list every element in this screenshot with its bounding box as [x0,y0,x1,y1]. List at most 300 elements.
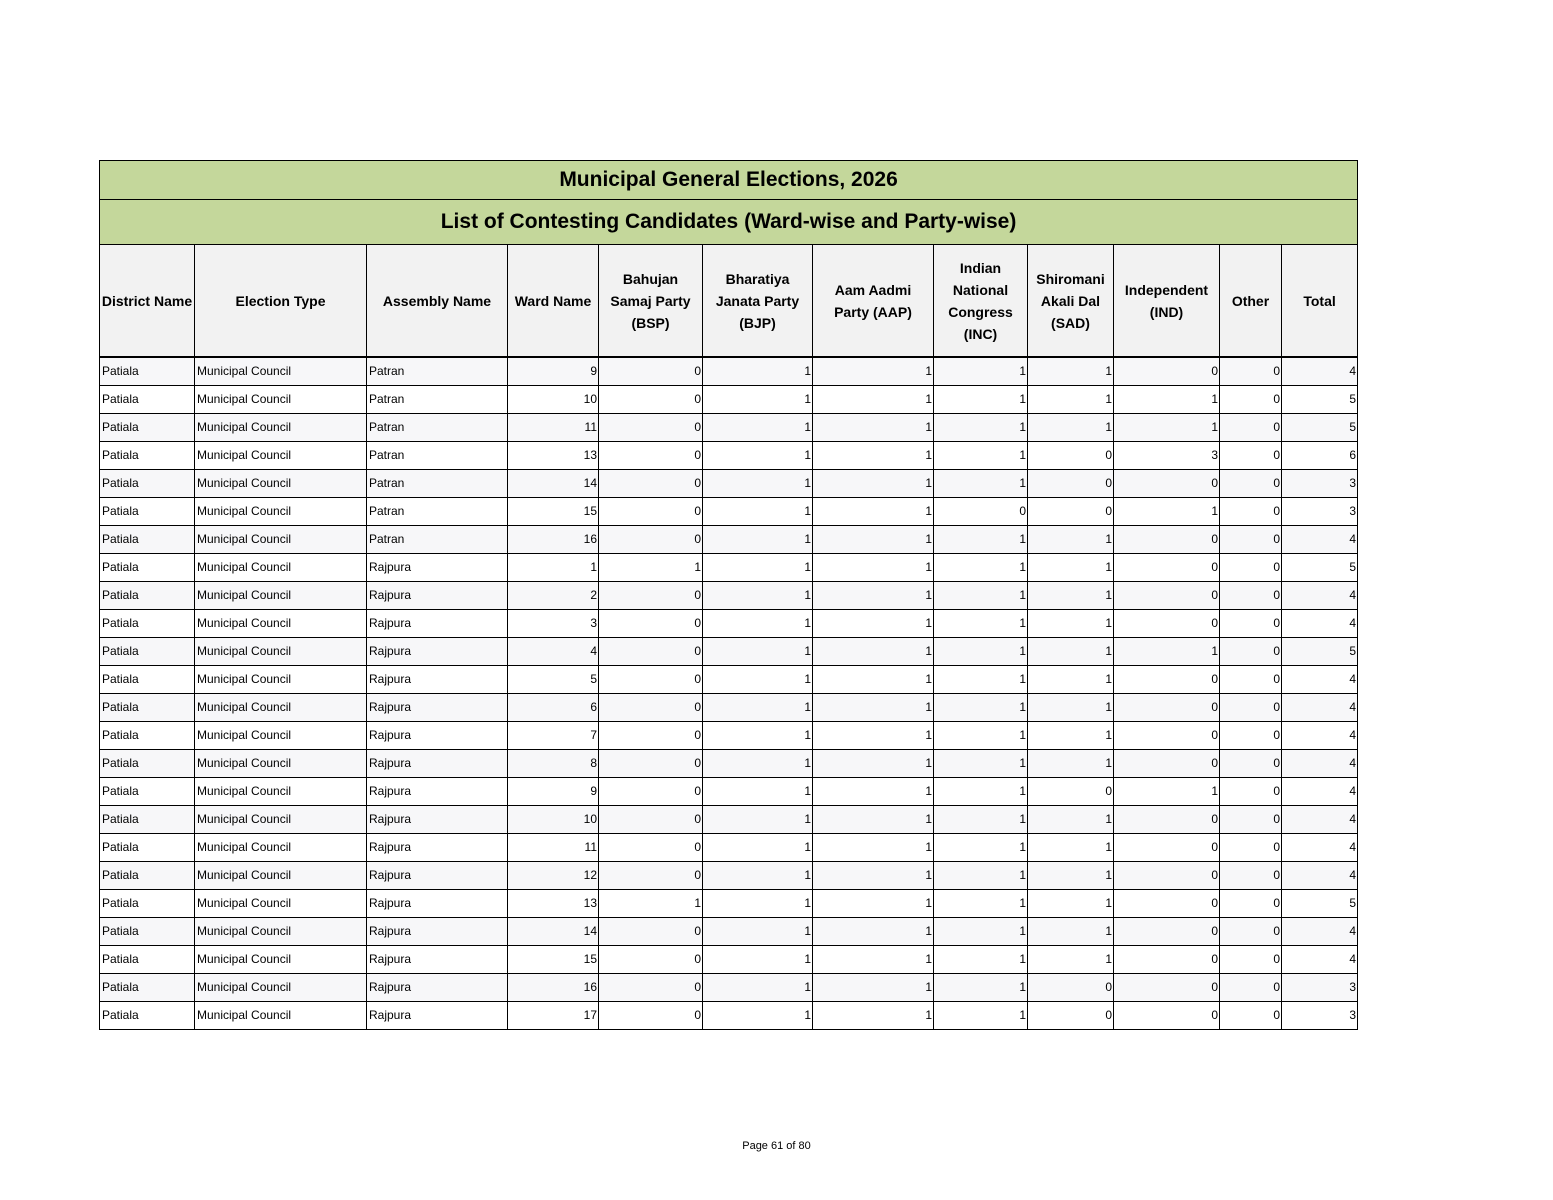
table-cell: 0 [1220,918,1282,946]
table-cell: 1 [813,946,934,974]
table-cell: 1 [1114,638,1220,666]
table-cell: 0 [1028,498,1114,526]
table-cell: Rajpura [367,862,508,890]
table-cell: 1 [934,1002,1028,1030]
table-cell: 0 [1220,1002,1282,1030]
table-cell: 0 [1220,890,1282,918]
table-cell: 0 [599,526,703,554]
table-cell: Patiala [100,357,195,386]
table-row [100,1002,1358,1030]
table-cell: Rajpura [367,554,508,582]
table-cell: 3 [1282,1002,1358,1030]
table-cell: 0 [1220,610,1282,638]
table-cell: 0 [1220,974,1282,1002]
table-cell: Municipal Council [195,974,367,1002]
table-row [100,414,1358,442]
table-cell: 1 [1028,526,1114,554]
table-cell: Municipal Council [195,386,367,414]
table-row [100,442,1358,470]
table-cell: 5 [1282,554,1358,582]
table-cell: 5 [508,666,599,694]
table-cell: 1 [703,442,813,470]
table-cell: Patiala [100,1002,195,1030]
table-cell: 0 [599,386,703,414]
table-cell: 0 [1114,890,1220,918]
table-cell: Rajpura [367,610,508,638]
table-cell: Patiala [100,834,195,862]
table-cell: 1 [934,582,1028,610]
table-cell: 1 [1028,582,1114,610]
table-cell: 13 [508,442,599,470]
table-cell: 0 [1220,526,1282,554]
table-cell: Municipal Council [195,638,367,666]
candidates-table [99,160,1358,1030]
col-header-other: Other [1220,245,1282,358]
table-cell: 17 [508,1002,599,1030]
table-cell: Patiala [100,386,195,414]
table-row [100,357,1358,386]
table-cell: 4 [1282,722,1358,750]
table-cell: 1 [813,470,934,498]
table-cell: 1 [813,834,934,862]
table-cell: 0 [1114,722,1220,750]
table-cell: 1 [934,918,1028,946]
table-cell: 1 [934,722,1028,750]
table-cell: Patiala [100,442,195,470]
table-cell: 1 [813,414,934,442]
table-cell: 4 [1282,610,1358,638]
table-cell: 1 [813,974,934,1002]
table-cell: Municipal Council [195,498,367,526]
table-cell: 0 [1220,498,1282,526]
table-cell: 0 [1114,862,1220,890]
table-cell: 1 [934,526,1028,554]
col-header-bjp: Bharatiya Janata Party (BJP) [703,245,813,358]
table-cell: 0 [599,722,703,750]
title-row [100,161,1358,200]
table-cell: Patiala [100,750,195,778]
table-row [100,582,1358,610]
table-cell: 1 [934,946,1028,974]
table-cell: 1 [934,414,1028,442]
table-cell: 1 [934,442,1028,470]
table-cell: 1 [1114,414,1220,442]
table-cell: Municipal Council [195,946,367,974]
table-cell: 1 [703,610,813,638]
col-header-total: Total [1282,245,1358,358]
table-cell: 0 [1114,554,1220,582]
table-cell: 1 [703,582,813,610]
table-cell: 1 [813,778,934,806]
table-row [100,386,1358,414]
table-cell: 1 [703,1002,813,1030]
table-cell: 0 [934,498,1028,526]
table-cell: 0 [1220,357,1282,386]
table-cell: 0 [1114,1002,1220,1030]
table-cell: 0 [1220,834,1282,862]
table-cell: 1 [703,470,813,498]
table-cell: 1 [703,806,813,834]
table-row [100,890,1358,918]
table-cell: Patiala [100,470,195,498]
table-cell: 3 [1282,498,1358,526]
table-cell: Rajpura [367,974,508,1002]
table-cell: Patiala [100,498,195,526]
table-cell: Rajpura [367,666,508,694]
table-cell: 4 [1282,694,1358,722]
table-cell: 1 [703,694,813,722]
table-cell: 1 [934,694,1028,722]
table-subtitle: List of Contesting Candidates (Ward-wise and Party-wise) [100,200,1358,245]
table-cell: Patiala [100,526,195,554]
table-cell: 4 [1282,750,1358,778]
table-cell: 0 [1220,750,1282,778]
table-cell: 0 [1114,806,1220,834]
table-row [100,862,1358,890]
table-title: Municipal General Elections, 2026 [100,161,1358,200]
table-cell: 1 [813,442,934,470]
table-cell: 4 [1282,582,1358,610]
table-cell: 1 [1114,778,1220,806]
table-cell: 1 [1028,890,1114,918]
table-row [100,750,1358,778]
table-cell: 6 [508,694,599,722]
table-cell: Patiala [100,806,195,834]
table-cell: 1 [703,722,813,750]
table-cell: 0 [1114,470,1220,498]
table-cell: 1 [934,666,1028,694]
table-cell: 1 [813,806,934,834]
table-row [100,694,1358,722]
table-cell: 1 [813,918,934,946]
table-cell: 1 [813,666,934,694]
table-cell: 0 [599,666,703,694]
table-cell: 7 [508,722,599,750]
table-row [100,918,1358,946]
table-cell: 1 [813,610,934,638]
table-cell: 4 [1282,526,1358,554]
table-cell: 4 [1282,806,1358,834]
table-cell: Municipal Council [195,357,367,386]
table-cell: 1 [703,750,813,778]
table-row [100,834,1358,862]
table-cell: Patran [367,498,508,526]
table-cell: 1 [703,638,813,666]
table-cell: 0 [1028,1002,1114,1030]
table-cell: 1 [1028,806,1114,834]
table-cell: 1 [599,554,703,582]
table-cell: Patiala [100,610,195,638]
table-cell: 1 [813,386,934,414]
table-cell: 5 [1282,890,1358,918]
header-row [100,245,1358,358]
table-cell: 1 [813,582,934,610]
col-header-ind: Independent (IND) [1114,245,1220,358]
table-cell: 1 [934,806,1028,834]
table-cell: 0 [1114,694,1220,722]
table-cell: 0 [599,470,703,498]
table-cell: 0 [1220,386,1282,414]
table-cell: 1 [813,1002,934,1030]
table-cell: 9 [508,778,599,806]
table-cell: 5 [1282,638,1358,666]
subtitle-row [100,200,1358,245]
table-cell: Municipal Council [195,862,367,890]
table-cell: 4 [1282,666,1358,694]
table-cell: 1 [703,386,813,414]
table-cell: 1 [934,638,1028,666]
table-cell: 0 [1220,554,1282,582]
table-cell: Patiala [100,722,195,750]
table-cell: 0 [1114,974,1220,1002]
table-cell: 4 [1282,862,1358,890]
table-cell: Patiala [100,638,195,666]
col-header-bsp: Bahujan Samaj Party (BSP) [599,245,703,358]
table-cell: 8 [508,750,599,778]
table-cell: 0 [1220,638,1282,666]
table-row [100,638,1358,666]
table-cell: 1 [703,414,813,442]
table-cell: 1 [813,722,934,750]
table-cell: 1 [703,526,813,554]
table-cell: 14 [508,918,599,946]
col-header-district: District Name [100,245,195,358]
table-cell: 0 [1028,470,1114,498]
table-cell: 3 [1114,442,1220,470]
table-cell: 1 [1114,498,1220,526]
table-cell: Patiala [100,918,195,946]
table-cell: 0 [1114,357,1220,386]
table-cell: 0 [1220,414,1282,442]
table-cell: 1 [1028,386,1114,414]
table-cell: 3 [1282,470,1358,498]
table-cell: Municipal Council [195,1002,367,1030]
table-cell: 1 [1028,414,1114,442]
table-cell: Municipal Council [195,834,367,862]
table-cell: Patiala [100,974,195,1002]
table-cell: 1 [934,974,1028,1002]
table-cell: Municipal Council [195,414,367,442]
table-cell: 1 [934,834,1028,862]
table-cell: Municipal Council [195,778,367,806]
table-cell: 1 [813,357,934,386]
table-cell: 13 [508,890,599,918]
table-cell: 0 [1220,442,1282,470]
table-cell: Patiala [100,890,195,918]
table-cell: Municipal Council [195,582,367,610]
table-cell: 1 [1028,862,1114,890]
table-cell: 1 [1028,610,1114,638]
table-cell: 4 [1282,918,1358,946]
table-cell: 0 [599,834,703,862]
table-cell: 1 [703,974,813,1002]
table-cell: Patran [367,526,508,554]
table-cell: 16 [508,526,599,554]
table-cell: 1 [813,638,934,666]
table-cell: 1 [1028,554,1114,582]
table-cell: 0 [599,638,703,666]
table-cell: 1 [934,778,1028,806]
table-cell: 1 [934,386,1028,414]
table-cell: 0 [1114,610,1220,638]
table-cell: 1 [813,498,934,526]
table-cell: Rajpura [367,638,508,666]
table-cell: 0 [599,357,703,386]
table-cell: 3 [508,610,599,638]
table-cell: 1 [703,862,813,890]
table-cell: Rajpura [367,834,508,862]
table-cell: Municipal Council [195,610,367,638]
table-cell: 1 [508,554,599,582]
table-cell: 0 [599,974,703,1002]
table-cell: Rajpura [367,778,508,806]
table-cell: Municipal Council [195,554,367,582]
table-cell: 1 [934,890,1028,918]
table-cell: 4 [1282,946,1358,974]
table-cell: 0 [599,862,703,890]
table-cell: 1 [703,554,813,582]
table-cell: 1 [1114,386,1220,414]
table-cell: 1 [813,862,934,890]
table-cell: Patran [367,414,508,442]
table-cell: 1 [703,498,813,526]
table-cell: 0 [599,1002,703,1030]
table-cell: Municipal Council [195,526,367,554]
table-cell: Patiala [100,946,195,974]
table-cell: 16 [508,974,599,1002]
table-cell: 0 [1220,666,1282,694]
table-cell: Patiala [100,862,195,890]
table-row [100,526,1358,554]
table-cell: Municipal Council [195,750,367,778]
table-cell: 1 [1028,722,1114,750]
table-cell: 10 [508,386,599,414]
table-cell: 5 [1282,414,1358,442]
table-cell: 4 [508,638,599,666]
col-header-assembly: Assembly Name [367,245,508,358]
table-row [100,806,1358,834]
table-cell: 1 [703,890,813,918]
table-cell: Patran [367,442,508,470]
table-cell: 0 [1114,582,1220,610]
table-cell: 0 [599,918,703,946]
table-cell: Patiala [100,554,195,582]
table-cell: 1 [934,862,1028,890]
table-cell: 0 [599,778,703,806]
table-cell: Rajpura [367,918,508,946]
table-cell: Rajpura [367,750,508,778]
table-cell: Municipal Council [195,442,367,470]
table-cell: 0 [1220,582,1282,610]
col-header-aap: Aam Aadmi Party (AAP) [813,245,934,358]
table-cell: 1 [1028,666,1114,694]
table-cell: 1 [1028,918,1114,946]
table-cell: 1 [813,554,934,582]
table-cell: 9 [508,357,599,386]
table-cell: 10 [508,806,599,834]
table-cell: 0 [1028,974,1114,1002]
table-cell: 1 [599,890,703,918]
table-cell: 1 [934,470,1028,498]
table-row [100,498,1358,526]
table-cell: Rajpura [367,582,508,610]
table-cell: 0 [1220,778,1282,806]
table-cell: 0 [599,694,703,722]
table-row [100,554,1358,582]
table-cell: 1 [813,890,934,918]
table-cell: 0 [1220,694,1282,722]
table-cell: 0 [599,442,703,470]
table-row [100,974,1358,1002]
table-row [100,666,1358,694]
spreadsheet-page [99,160,1357,1030]
table-cell: Municipal Council [195,694,367,722]
table-cell: 0 [1220,806,1282,834]
table-cell: 1 [703,778,813,806]
table-cell: Municipal Council [195,918,367,946]
table-cell: Rajpura [367,722,508,750]
table-cell: 0 [1220,862,1282,890]
table-cell: 5 [1282,386,1358,414]
table-cell: 1 [703,357,813,386]
table-cell: Patiala [100,414,195,442]
table-cell: Rajpura [367,694,508,722]
table-row [100,946,1358,974]
table-cell: 0 [1028,442,1114,470]
table-cell: 0 [599,806,703,834]
table-cell: 0 [1114,666,1220,694]
col-header-sad: Shiromani Akali Dal (SAD) [1028,245,1114,358]
table-cell: Patran [367,357,508,386]
table-cell: Patiala [100,694,195,722]
table-cell: Patiala [100,666,195,694]
table-cell: 6 [1282,442,1358,470]
table-cell: 1 [934,610,1028,638]
table-cell: 0 [1114,526,1220,554]
table-cell: 1 [934,357,1028,386]
table-cell: 0 [1220,722,1282,750]
table-cell: 1 [1028,750,1114,778]
table-cell: 0 [599,414,703,442]
table-cell: Municipal Council [195,890,367,918]
table-cell: Rajpura [367,1002,508,1030]
table-cell: 4 [1282,778,1358,806]
table-cell: 3 [1282,974,1358,1002]
table-cell: 2 [508,582,599,610]
table-cell: 14 [508,470,599,498]
table-cell: 0 [1114,918,1220,946]
table-cell: Municipal Council [195,722,367,750]
table-cell: 1 [1028,638,1114,666]
table-cell: 1 [1028,834,1114,862]
table-cell: Municipal Council [195,806,367,834]
col-header-election-type: Election Type [195,245,367,358]
table-cell: 12 [508,862,599,890]
table-cell: 0 [1220,470,1282,498]
table-row [100,610,1358,638]
table-cell: 1 [813,526,934,554]
table-cell: Patiala [100,582,195,610]
col-header-inc: Indian National Congress (INC) [934,245,1028,358]
table-cell: 0 [599,946,703,974]
table-cell: 15 [508,498,599,526]
table-cell: 1 [813,694,934,722]
table-cell: Rajpura [367,806,508,834]
table-cell: 0 [1114,946,1220,974]
table-cell: 1 [1028,694,1114,722]
table-cell: Municipal Council [195,470,367,498]
table-cell: 1 [934,750,1028,778]
